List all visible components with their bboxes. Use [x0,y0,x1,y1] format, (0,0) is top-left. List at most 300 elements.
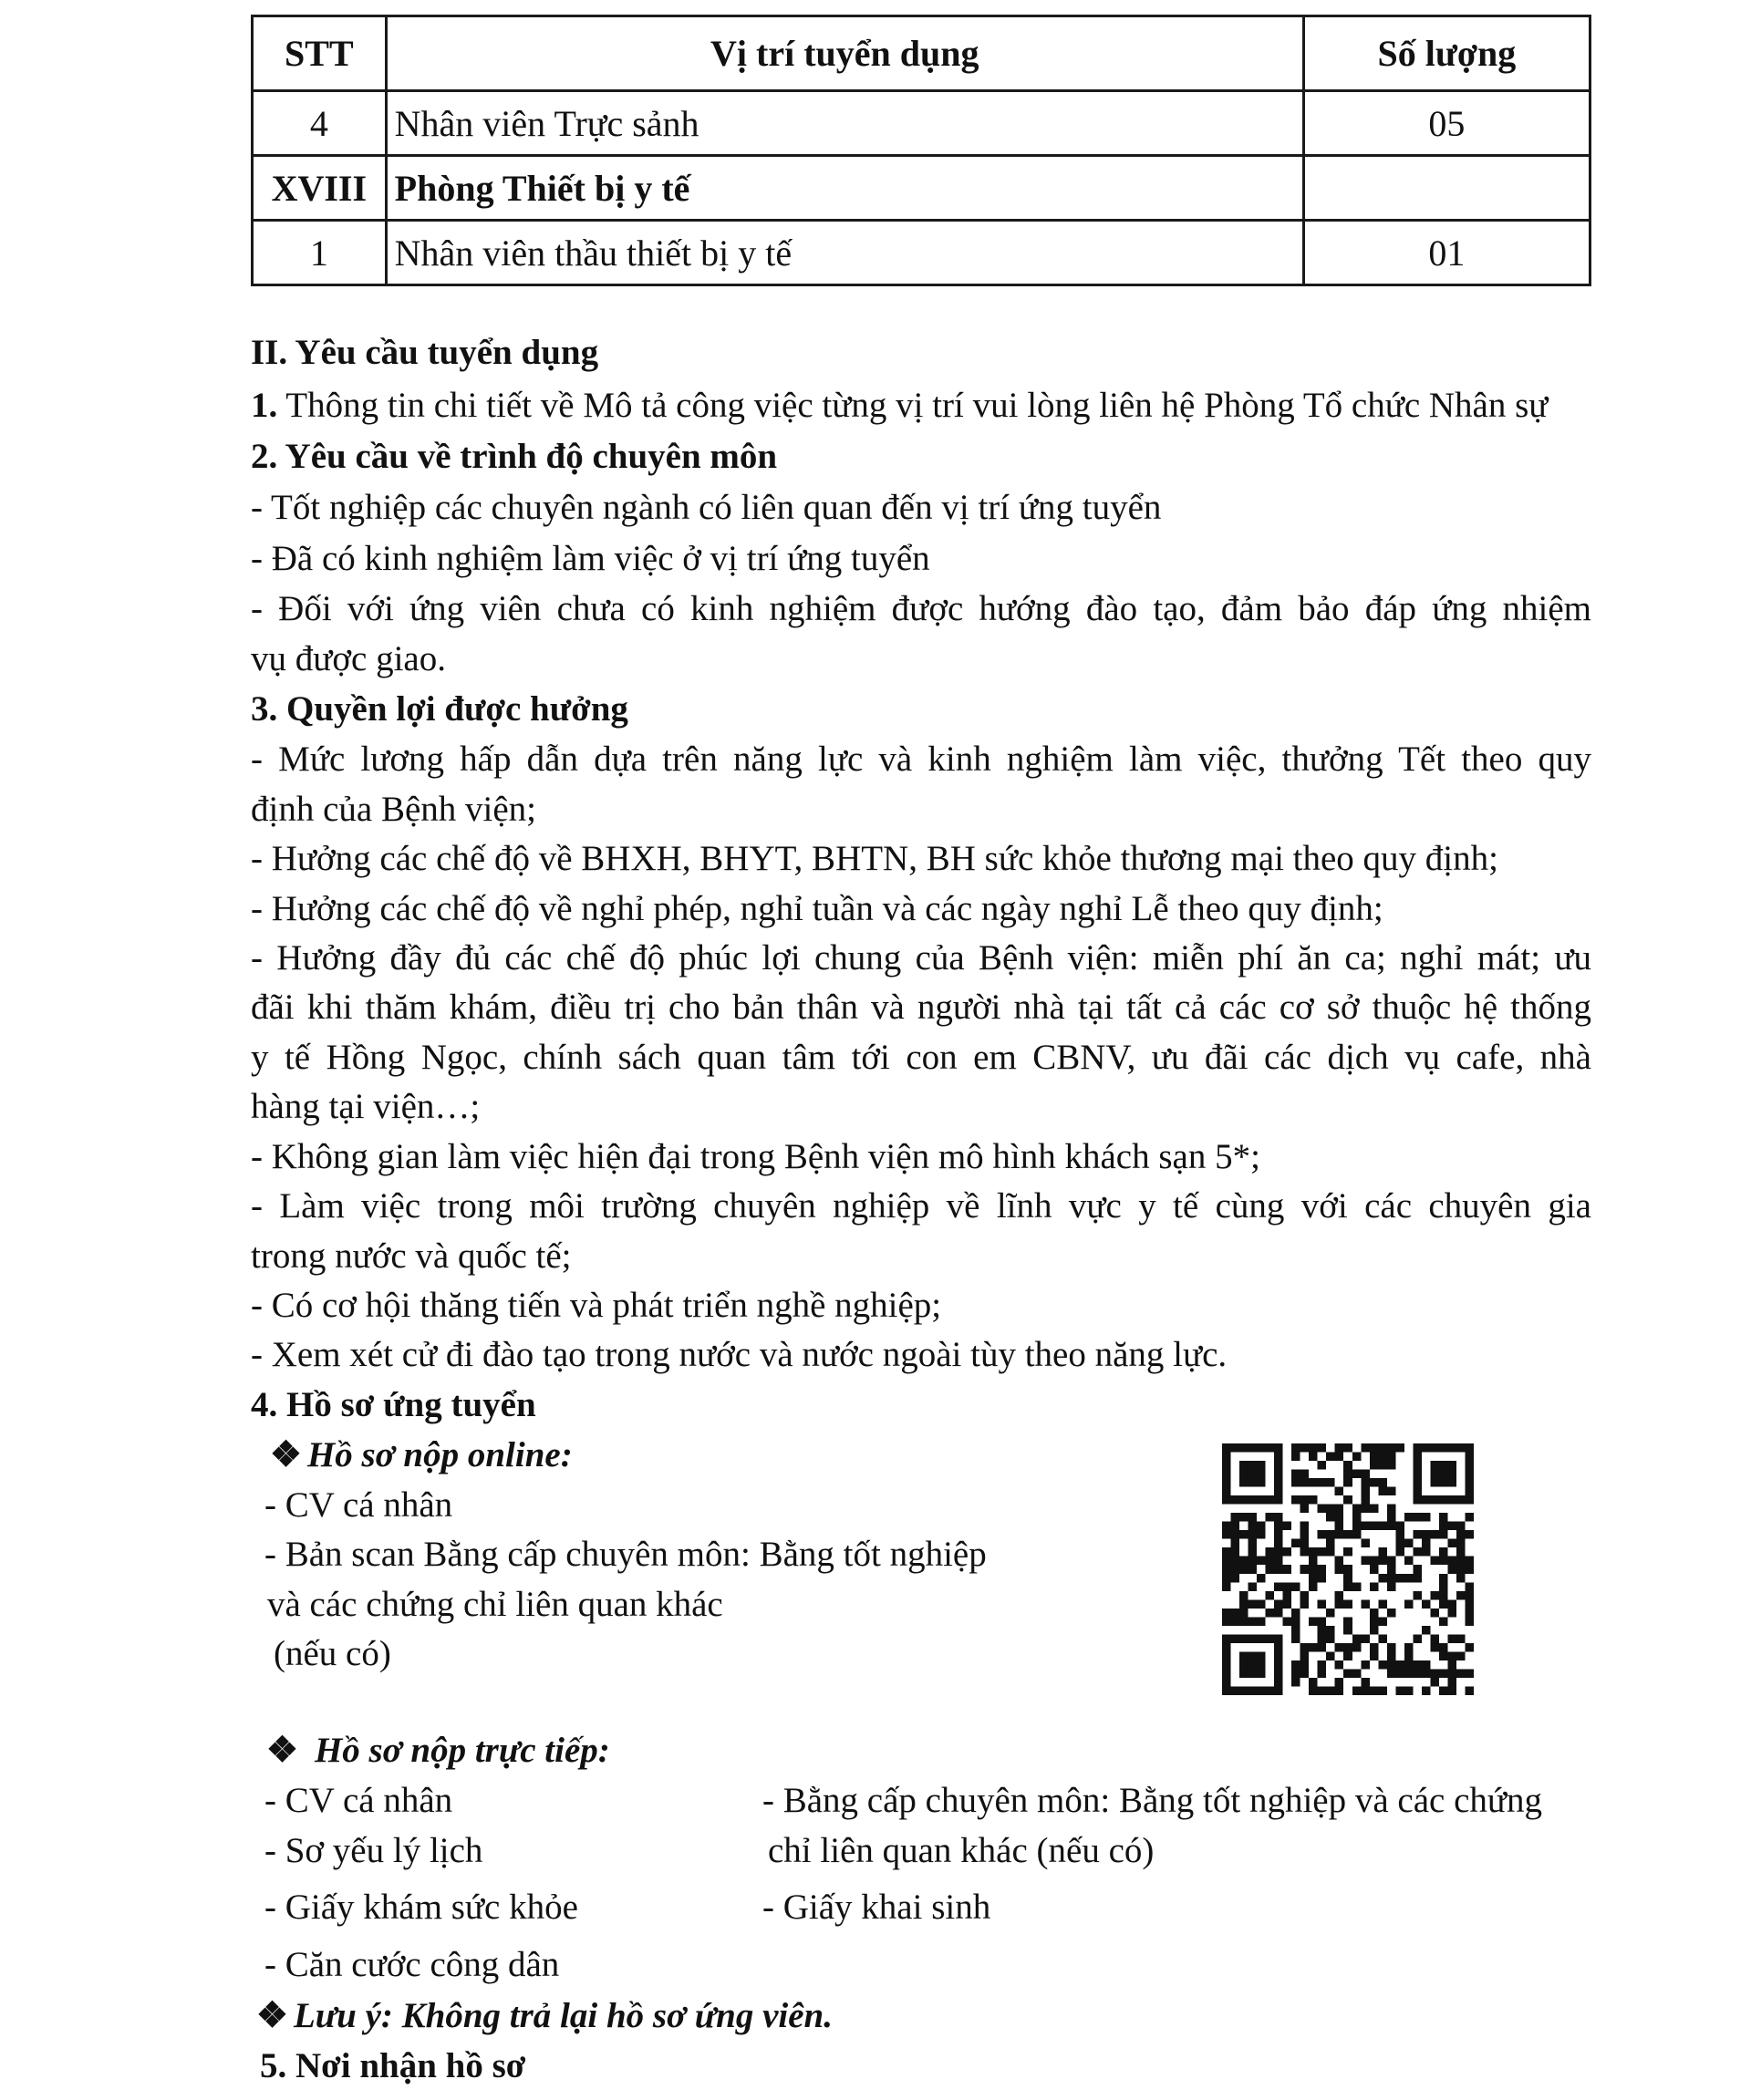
qr-module [1352,1634,1362,1643]
qr-module [1248,1582,1258,1591]
qr-module [1318,1478,1327,1487]
online-title: Hồ sơ nộp online: [306,1435,573,1474]
qr-module [1231,1609,1240,1618]
qr-module [1456,1495,1466,1505]
qr-module [1352,1669,1362,1678]
diamond-bullet-icon: ❖ [270,1435,302,1474]
cell-stt: 4 [253,91,387,156]
qr-module [1447,1660,1456,1670]
qr-module [1447,1461,1456,1470]
qr-module [1430,1643,1439,1652]
qr-module [1439,1513,1448,1522]
qr-module [1318,1443,1327,1453]
qr-module [1326,1530,1335,1539]
qr-module [1422,1599,1431,1609]
benefit-item: - Hưởng các chế độ về nghỉ phép, nghỉ tuần và các ngày nghỉ Lễ theo quy định; [251,889,1383,928]
qr-module [1300,1478,1310,1487]
qr-module [1404,1643,1414,1652]
diamond-bullet-icon: ❖ [266,1731,298,1770]
qr-module [1465,1686,1474,1695]
qr-module [1422,1547,1431,1557]
header-quantity: Số lượng [1303,16,1590,91]
qr-module [1378,1461,1387,1470]
qr-module [1239,1669,1248,1678]
qr-module [1231,1530,1240,1539]
subsection-title: 4. Hồ sơ ứng tuyển [251,1385,536,1424]
qr-module [1447,1686,1456,1695]
qr-module [1274,1643,1283,1652]
qr-module [1430,1678,1439,1687]
qr-module [1239,1651,1248,1660]
qr-module [1422,1539,1431,1548]
qr-module [1266,1591,1275,1600]
qr-module [1231,1547,1240,1557]
qr-module [1352,1470,1362,1479]
qr-module [1274,1461,1283,1470]
qr-module [1352,1643,1362,1652]
requirement-item: - Đã có kinh nghiệm làm việc ở vị trí ứng tuyển [251,539,930,578]
qr-module [1222,1495,1231,1505]
qr-module [1318,1547,1327,1557]
qr-module [1343,1478,1352,1487]
qr-module [1248,1470,1258,1479]
qr-module [1413,1660,1422,1670]
qr-module [1361,1539,1370,1548]
qr-module [1300,1539,1310,1548]
qr-module [1326,1453,1335,1462]
qr-module [1248,1495,1258,1505]
qr-module [1222,1669,1231,1678]
qr-module [1430,1495,1439,1505]
qr-module [1318,1461,1327,1470]
qr-module [1413,1478,1422,1487]
qr-module [1335,1643,1344,1652]
qr-module [1439,1443,1448,1453]
qr-module [1300,1651,1310,1660]
qr-module [1326,1626,1335,1635]
qr-module [1257,1530,1266,1539]
recruitment-table [251,15,1591,286]
qr-module [1361,1634,1370,1643]
subsection-title: 5. Nơi nhận hồ sơ [260,2046,526,2085]
qr-module [1222,1574,1231,1583]
qr-module [1222,1461,1231,1470]
qr-module [1361,1443,1370,1453]
qr-module [1266,1686,1275,1695]
requirement-item: - Tốt nghiệp các chuyên ngành có liên quan đến vị trí ứng tuyển [251,488,1162,527]
qr-module [1370,1609,1379,1618]
qr-module [1248,1513,1258,1522]
qr-module [1413,1634,1422,1643]
qr-module [1378,1443,1387,1453]
cell-position: Phòng Thiết bị y tế [386,156,1303,221]
qr-module [1291,1626,1300,1635]
qr-module [1222,1678,1231,1687]
qr-module [1404,1599,1414,1609]
qr-module [1422,1660,1431,1670]
qr-module [1283,1617,1292,1626]
qr-module [1422,1513,1431,1522]
direct-heading [266,1726,1607,1775]
qr-module [1439,1686,1448,1695]
qr-module [1257,1686,1266,1695]
qr-module [1439,1530,1448,1539]
qr-module [1352,1522,1362,1531]
qr-module [1343,1530,1352,1539]
qr-module [1309,1478,1318,1487]
qr-module [1422,1495,1431,1505]
qr-module [1378,1453,1387,1462]
qr-module [1465,1669,1474,1678]
qr-module [1422,1686,1431,1695]
direct-item: - Giấy khám sức khỏe [264,1888,578,1927]
qr-module [1266,1557,1275,1566]
qr-module [1309,1678,1318,1687]
qr-module [1413,1443,1422,1453]
qr-module [1231,1539,1240,1548]
cell-stt: 1 [253,221,387,285]
direct-item: - Căn cước công dân [264,1945,560,1984]
online-item: - Bản scan Bằng cấp chuyên môn: Bằng tốt nghiệp [264,1535,987,1574]
qr-module [1387,1513,1396,1522]
qr-module [1231,1574,1240,1583]
qr-module [1456,1669,1466,1678]
benefit-item: - Xem xét cử đi đào tạo trong nước và nước ngoài tùy theo năng lực. [251,1335,1228,1374]
cell-position: Nhân viên Trực sảnh [386,91,1303,156]
qr-module [1361,1487,1370,1496]
qr-module [1335,1513,1344,1522]
header-stt: STT [253,16,387,91]
qr-module [1465,1495,1474,1505]
qr-module [1370,1478,1379,1487]
qr-module [1343,1574,1352,1583]
qr-module [1404,1539,1414,1548]
qr-module [1257,1495,1266,1505]
qr-module [1318,1617,1327,1626]
benefit-item: - Hưởng các chế độ về BHXH, BHYT, BHTN, BH sức khỏe thương mại theo quy định; [251,839,1498,878]
qr-module [1387,1660,1396,1670]
qr-module [1387,1609,1396,1618]
qr-module [1378,1599,1387,1609]
qr-module [1439,1651,1448,1660]
qr-module [1274,1565,1283,1574]
benefit-item-cont: hàng tại viện…; [251,1087,481,1126]
direct-item: - CV cá nhân [264,1781,453,1820]
qr-module [1413,1530,1422,1539]
qr-module [1283,1547,1292,1557]
qr-module [1318,1599,1327,1609]
qr-module [1326,1686,1335,1695]
qr-module [1465,1461,1474,1470]
qr-module [1291,1678,1300,1687]
qr-module [1422,1669,1431,1678]
qr-module [1257,1557,1266,1566]
benefit-item-cont: y tế Hồng Ngọc, chính sách quan tâm tới con em CBNV, ưu đãi các dịch vụ cafe, nhà [251,1038,1591,1077]
cell-quantity: 01 [1303,221,1590,285]
qr-module [1404,1557,1414,1566]
qr-module [1378,1660,1387,1670]
qr-module [1231,1495,1240,1505]
direct-item: - Bằng cấp chuyên môn: Bằng tốt nghiệp và các chứng [762,1781,1543,1820]
qr-module [1343,1443,1352,1453]
benefit-item-cont: định của Bệnh viện; [251,790,537,829]
qr-module [1257,1617,1266,1626]
qr-module [1456,1574,1466,1583]
qr-module [1439,1495,1448,1505]
qr-module [1465,1565,1474,1574]
qr-module [1300,1470,1310,1479]
qr-module [1395,1669,1404,1678]
qr-module [1343,1565,1352,1574]
benefit-item: - Mức lương hấp dẫn dựa trên năng lực và kinh nghiệm làm việc, thưởng Tết theo quy [251,740,1591,779]
section-title: II. Yêu cầu tuyển dụng [251,333,599,372]
qr-module [1395,1574,1404,1583]
qr-module [1248,1660,1258,1670]
qr-module [1335,1443,1344,1453]
qr-module [1465,1591,1474,1600]
qr-module [1291,1669,1300,1678]
qr-module [1300,1443,1310,1453]
qr-module [1447,1478,1456,1487]
qr-module [1239,1478,1248,1487]
qr-module [1456,1547,1466,1557]
qr-module [1291,1617,1300,1626]
qr-module [1257,1522,1266,1531]
qr-module [1343,1643,1352,1652]
qr-module [1387,1565,1396,1574]
qr-module [1370,1626,1379,1635]
qr-module [1335,1678,1344,1687]
qr-module [1370,1565,1379,1574]
qr-module [1343,1599,1352,1609]
qr-module [1300,1530,1310,1539]
qr-module [1318,1643,1327,1652]
qr-module [1413,1565,1422,1574]
qr-module [1395,1443,1404,1453]
qr-module [1326,1651,1335,1660]
qr-module [1343,1582,1352,1591]
qr-module [1430,1557,1439,1566]
qr-module [1309,1617,1318,1626]
qr-module [1387,1522,1396,1531]
qr-module [1370,1643,1379,1652]
qr-module [1248,1686,1258,1695]
qr-module [1343,1651,1352,1660]
qr-module [1335,1522,1344,1531]
qr-module [1239,1443,1248,1453]
qr-module [1430,1443,1439,1453]
qr-module [1430,1478,1439,1487]
qr-module [1456,1530,1466,1539]
qr-module [1248,1522,1258,1531]
qr-module [1439,1643,1448,1652]
qr-module [1257,1461,1266,1470]
qr-module [1404,1660,1414,1670]
qr-module [1222,1686,1231,1695]
qr-module [1352,1505,1362,1514]
direct-item-cont: chỉ liên quan khác (nếu có) [768,1831,1155,1870]
qr-module [1439,1669,1448,1678]
qr-module [1309,1557,1318,1566]
note [256,1991,1597,2041]
qr-module [1447,1651,1456,1660]
qr-module [1274,1557,1283,1566]
qr-module [1422,1530,1431,1539]
qr-module [1343,1470,1352,1479]
diamond-bullet-icon: ❖ [256,1996,288,2035]
qr-module [1361,1505,1370,1514]
benefit-item: - Có cơ hội thăng tiến và phát triển nghề nghiệp; [251,1286,942,1325]
qr-module [1430,1609,1439,1618]
qr-module [1274,1634,1283,1643]
qr-module [1239,1470,1248,1479]
qr-module [1248,1599,1258,1609]
qr-module [1326,1478,1335,1487]
qr-module [1387,1453,1396,1462]
qr-module [1300,1591,1310,1600]
qr-module [1430,1591,1439,1600]
qr-module [1361,1678,1370,1687]
qr-module [1239,1557,1248,1566]
qr-module [1370,1453,1379,1462]
qr-module [1274,1443,1283,1453]
benefit-item: - Không gian làm việc hiện đại trong Bệnh viện mô hình khách sạn 5*; [251,1137,1260,1176]
qr-module [1222,1470,1231,1479]
qr-module [1274,1547,1283,1557]
qr-module [1300,1643,1310,1652]
qr-module [1413,1591,1422,1600]
qr-module [1274,1530,1283,1539]
direct-title: Hồ sơ nộp trực tiếp: [314,1731,610,1770]
qr-module [1309,1547,1318,1557]
qr-module [1326,1547,1335,1557]
qr-module [1456,1557,1466,1566]
qr-module [1239,1495,1248,1505]
qr-module [1274,1678,1283,1687]
qr-module [1430,1634,1439,1643]
table-row [253,91,1590,156]
qr-module [1447,1599,1456,1609]
qr-module [1439,1478,1448,1487]
note-text: Lưu ý: Không trả lại hồ sơ ứng viên. [293,1996,833,2035]
qr-module [1447,1669,1456,1678]
qr-module [1447,1443,1456,1453]
qr-module [1395,1539,1404,1548]
qr-module [1257,1478,1266,1487]
qr-module [1335,1530,1344,1539]
qr-module [1343,1626,1352,1635]
qr-module [1300,1522,1310,1531]
qr-module [1248,1617,1258,1626]
qr-module [1257,1651,1266,1660]
qr-module [1274,1522,1283,1531]
qr-module [1378,1487,1387,1496]
qr-module [1387,1505,1396,1514]
qr-module [1465,1609,1474,1618]
qr-module [1439,1461,1448,1470]
qr-module [1222,1522,1231,1531]
qr-module [1239,1565,1248,1574]
qr-module [1447,1634,1456,1643]
qr-module [1274,1478,1283,1487]
qr-module [1274,1539,1283,1548]
requirement-item-cont: vụ được giao. [251,639,446,678]
qr-module [1231,1634,1240,1643]
qr-module [1266,1609,1275,1618]
qr-module [1291,1539,1300,1548]
qr-module [1413,1470,1422,1479]
qr-module [1318,1669,1327,1678]
qr-module [1318,1686,1327,1695]
qr-module [1291,1470,1300,1479]
qr-module [1248,1530,1258,1539]
qr-code-icon [1222,1443,1474,1695]
qr-module [1318,1505,1327,1514]
qr-module [1231,1557,1240,1566]
qr-module [1465,1513,1474,1522]
qr-module [1456,1539,1466,1548]
qr-module [1395,1660,1404,1670]
qr-module [1300,1599,1310,1609]
qr-module [1300,1505,1310,1514]
header-position: Vị trí tuyển dụng [386,16,1303,91]
qr-module [1456,1651,1466,1660]
qr-module [1239,1591,1248,1600]
qr-module [1231,1686,1240,1695]
qr-module [1447,1495,1456,1505]
qr-module [1370,1617,1379,1626]
online-item-cont: và các chứng chỉ liên quan khác [267,1585,723,1624]
qr-module [1231,1522,1240,1531]
qr-module [1439,1599,1448,1609]
qr-module [1378,1634,1387,1643]
qr-module [1300,1669,1310,1678]
qr-module [1465,1453,1474,1462]
qr-module [1291,1453,1300,1462]
subsection-title: 2. Yêu cầu về trình độ chuyên môn [251,437,778,476]
qr-module [1378,1478,1387,1487]
qr-module [1456,1591,1466,1600]
qr-module [1395,1547,1404,1557]
qr-module [1387,1669,1396,1678]
qr-module [1370,1505,1379,1514]
qr-module [1343,1669,1352,1678]
qr-module [1361,1470,1370,1479]
qr-module [1387,1651,1396,1660]
qr-module [1222,1453,1231,1462]
qr-module [1370,1686,1379,1695]
qr-module [1266,1513,1275,1522]
qr-module [1413,1453,1422,1462]
qr-module [1447,1609,1456,1618]
qr-module [1370,1461,1379,1470]
qr-module [1378,1686,1387,1695]
qr-module [1257,1443,1266,1453]
qr-module [1352,1513,1362,1522]
qr-module [1395,1530,1404,1539]
qr-module [1239,1634,1248,1643]
qr-module [1274,1686,1283,1695]
benefit-item-cont: đãi khi thăm khám, điều trị cho bản thân và người nhà tại tất cả các cơ sở thuộc hệ thống [251,988,1591,1027]
qr-module [1248,1651,1258,1660]
qr-module [1335,1505,1344,1514]
qr-module [1387,1461,1396,1470]
qr-module [1248,1461,1258,1470]
qr-module [1326,1513,1335,1522]
qr-module [1413,1574,1422,1583]
benefit-item: - Làm việc trong môi trường chuyên nghiệp về lĩnh vực y tế cùng với các chuyên gia [251,1186,1591,1226]
qr-module [1239,1461,1248,1470]
